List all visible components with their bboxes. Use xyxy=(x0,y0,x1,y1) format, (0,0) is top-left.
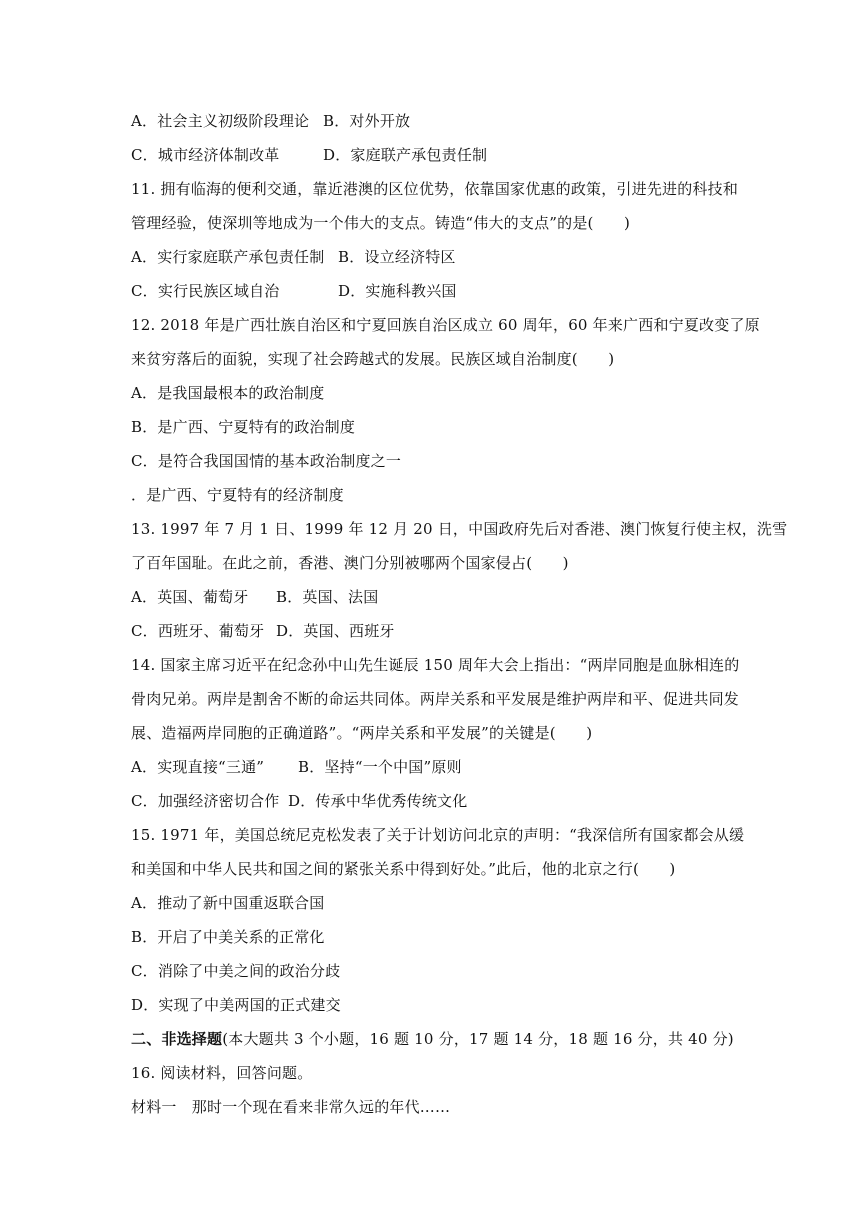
q14-option-b: B．坚持“一个中国”原则 xyxy=(298,758,462,776)
q11-options-row-2 xyxy=(131,281,741,301)
q11-options-row-1 xyxy=(131,247,741,267)
q11-option-b: B．设立经济特区 xyxy=(338,248,456,266)
q15-option-b: B．开启了中美关系的正常化 xyxy=(131,928,325,946)
q13-option-c: C．西班牙、葡萄牙 xyxy=(131,622,265,640)
q12-option-a: A．是我国最根本的政治制度 xyxy=(131,384,325,402)
q11-stem-line-2: 管理经验，使深圳等地成为一个伟大的支点。铸造“伟大的支点”的是( ) xyxy=(131,214,631,232)
q13-option-a: A．英国、葡萄牙 xyxy=(131,588,249,606)
q15-option-a: A．推动了新中国重返联合国 xyxy=(131,894,325,912)
q13-options-row-2 xyxy=(131,621,741,641)
q10-option-a: A．社会主义初级阶段理论 xyxy=(131,112,310,130)
q11-option-d: D．实施科教兴国 xyxy=(338,282,457,300)
q10-option-c: C．城市经济体制改革 xyxy=(131,146,280,164)
q16-stem: 16. 阅读材料，回答问题。 xyxy=(131,1064,313,1082)
q14-options-row-1 xyxy=(131,757,741,777)
q12-option-b: B．是广西、宁夏特有的政治制度 xyxy=(131,418,356,436)
q10-options-row-2 xyxy=(131,145,741,165)
section-2-heading xyxy=(131,1029,741,1049)
q13-option-b: B．英国、法国 xyxy=(276,588,379,606)
q10-option-b: B．对外开放 xyxy=(323,112,411,130)
q12-stem-line-2: 来贫穷落后的面貌，实现了社会跨越式的发展。民族区域自治制度( ) xyxy=(131,350,615,368)
q12-option-c: C．是符合我国国情的基本政治制度之一 xyxy=(131,452,402,470)
q14-stem-line-1: 14. 国家主席习近平在纪念孙中山先生诞辰 150 周年大会上指出：“两岸同胞是血脉相连的 xyxy=(131,656,740,674)
q12-stem-line-1: 12. 2018 年是广西壮族自治区和宁夏回族自治区成立 60 周年，60 年来广西和宁夏改变了原 xyxy=(131,316,760,334)
section-2-scoring-note: (本大题共 3 个小题，16 题 10 分，17 题 14 分，18 题 16 分，共 40 分) xyxy=(222,1030,734,1048)
q13-options-row-1 xyxy=(131,587,741,607)
q15-stem-line-1: 15. 1971 年，美国总统尼克松发表了关于计划访问北京的声明：“我深信所有国家都会从缓 xyxy=(131,826,745,844)
q14-stem-line-3: 展、造福两岸同胞的正确道路”。“两岸关系和平发展”的关键是( ) xyxy=(131,724,593,742)
q15-option-d: D．实现了中美两国的正式建交 xyxy=(131,996,341,1014)
q14-option-d: D．传承中华优秀传统文化 xyxy=(288,792,468,810)
q14-stem-line-2: 骨肉兄弟。两岸是割舍不断的命运共同体。两岸关系和平发展是维护两岸和平、促进共同发 xyxy=(131,690,740,708)
q11-option-c: C．实行民族区域自治 xyxy=(131,282,280,300)
q12-option-d: ．是广西、宁夏特有的经济制度 xyxy=(131,486,344,504)
q13-stem-line-2: 了百年国耻。在此之前，香港、澳门分别被哪两个国家侵占( ) xyxy=(131,554,569,572)
q14-option-a: A．实现直接“三通” xyxy=(131,758,265,776)
q15-stem-line-2: 和美国和中华人民共和国之间的紧张关系中得到好处。”此后，他的北京之行( ) xyxy=(131,860,676,878)
q13-stem-line-1: 13. 1997 年 7 月 1 日、1999 年 12 月 20 日，中国政府先后对香港、澳门恢复行使主权，洗雪 xyxy=(131,520,788,538)
q11-option-a: A．实行家庭联产承包责任制 xyxy=(131,248,325,266)
q15-option-c: C．消除了中美之间的政治分歧 xyxy=(131,962,341,980)
section-2-title: 二、非选择题 xyxy=(131,1030,223,1048)
q16-material-1: 材料一 那时一个现在看来非常久远的年代…… xyxy=(131,1098,451,1116)
q14-option-c: C．加强经济密切合作 xyxy=(131,792,280,810)
q10-options-row-1 xyxy=(131,111,741,131)
q11-stem-line-1: 11. 拥有临海的便利交通，靠近港澳的区位优势，依靠国家优惠的政策，引进先进的科技和 xyxy=(131,180,739,198)
q10-option-d: D．家庭联产承包责任制 xyxy=(323,146,488,164)
q14-options-row-2 xyxy=(131,791,741,811)
q13-option-d: D．英国、西班牙 xyxy=(276,622,395,640)
